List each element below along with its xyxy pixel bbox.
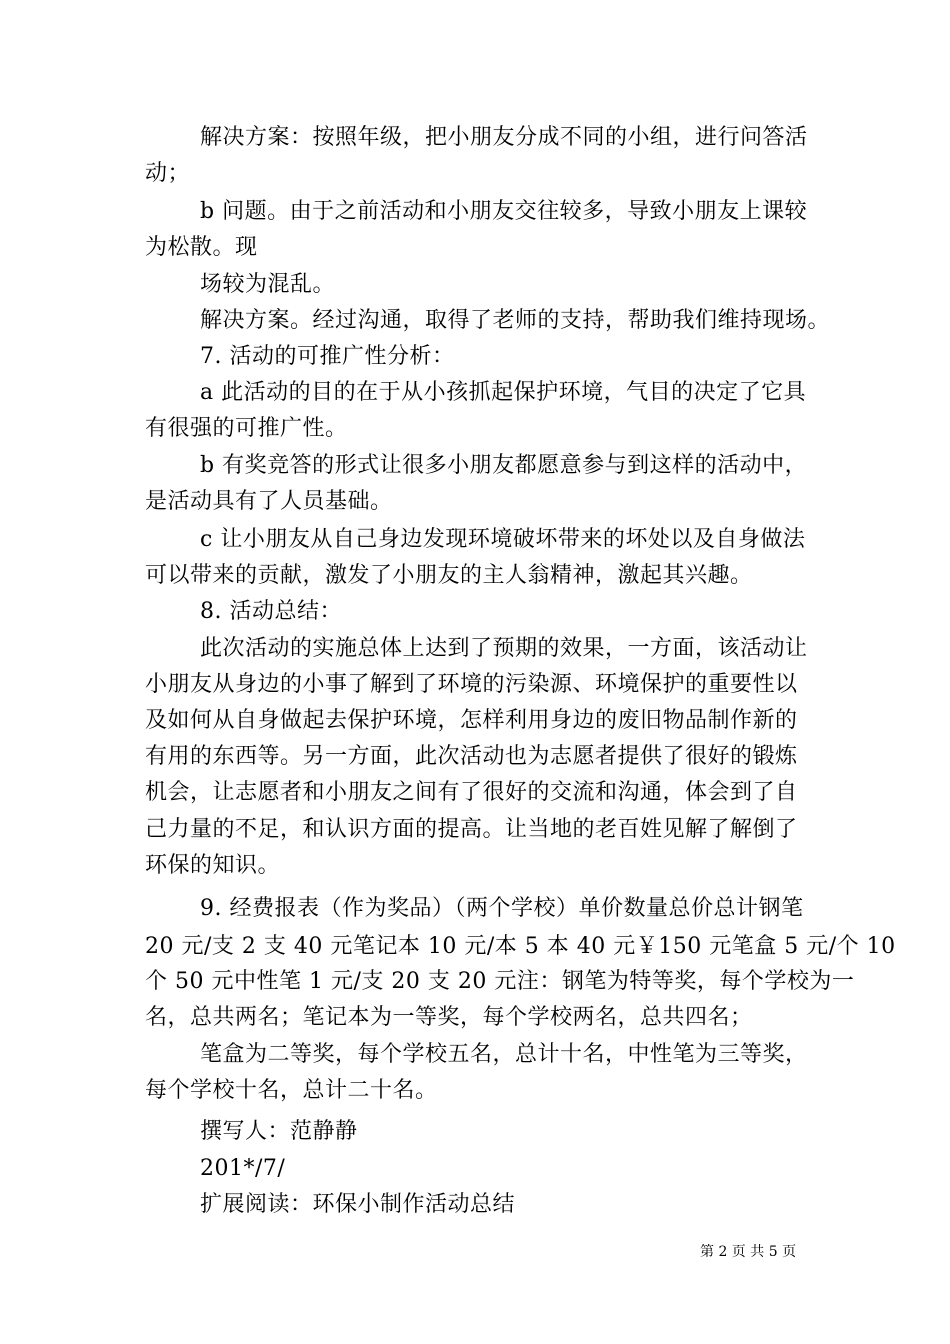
text-line: a 此活动的目的在于从小孩抓起保护环境，气目的决定了它具 <box>200 380 807 405</box>
text-line: 场较为混乱。 <box>200 272 336 297</box>
text-line: 机会，让志愿者和小朋友之间有了很好的交流和沟通，体会到了自 <box>145 780 798 805</box>
section-heading: 7. 活动的可推广性分析： <box>200 344 455 369</box>
text-line: 此次活动的实施总体上达到了预期的效果，一方面，该活动让 <box>200 636 808 661</box>
section-heading: 8. 活动总结： <box>200 599 342 624</box>
text-line: 动； <box>145 161 191 186</box>
author-line: 撰写人：范静静 <box>200 1119 358 1144</box>
page-number-footer: 第 2 页 共 5 页 <box>700 1244 797 1260</box>
text-line: 可以带来的贡献，激发了小朋友的主人翁精神，激起其兴趣。 <box>145 563 753 588</box>
text-line: 解决方案。经过沟通，取得了老师的支持，帮助我们维持现场。 <box>200 308 831 333</box>
text-line: 解决方案：按照年级，把小朋友分成不同的小组，进行问答活 <box>200 125 808 150</box>
extended-reading-title: 扩展阅读：环保小制作活动总结 <box>200 1192 516 1217</box>
text-line: 名，总共两名；笔记本为一等奖，每个学校两名，总共四名； <box>145 1005 753 1030</box>
text-line: 个 50 元中性笔 1 元/支 20 支 20 元注：钢笔为特等奖，每个学校为一 <box>145 969 855 994</box>
text-line: 笔盒为二等奖，每个学校五名，总计十名，中性笔为三等奖， <box>200 1042 808 1067</box>
section-heading: 9. 经费报表（作为奖品）（两个学校）单价数量总价总计钢笔 <box>200 896 804 921</box>
text-line: 20 元/支 2 支 40 元笔记本 10 元/本 5 本 40 元￥150 元笔盒 5 元/个 10 <box>145 934 896 959</box>
date-line: 201*/7/ <box>200 1156 286 1181</box>
text-line: 每个学校十名，总计二十名。 <box>145 1078 438 1103</box>
text-line: 小朋友从身边的小事了解到了环境的污染源、环境保护的重要性以 <box>145 672 798 697</box>
text-line: c 让小朋友从自己身边发现环境破坏带来的坏处以及自身做法 <box>200 527 806 552</box>
text-line: b 有奖竞答的形式让很多小朋友都愿意参与到这样的活动中， <box>200 453 808 478</box>
text-line: 有很强的可推广性。 <box>145 416 348 441</box>
text-line: b 问题。由于之前活动和小朋友交往较多，导致小朋友上课较 <box>200 199 808 224</box>
text-line: 环保的知识。 <box>145 853 281 878</box>
text-line: 有用的东西等。另一方面，此次活动也为志愿者提供了很好的锻炼 <box>145 744 798 769</box>
text-line: 为松散。现 <box>145 235 258 260</box>
text-line: 及如何从自身做起去保护环境，怎样利用身边的废旧物品制作新的 <box>145 708 798 733</box>
text-line: 己力量的不足，和认识方面的提高。让当地的老百姓见解了解倒了 <box>145 817 798 842</box>
text-line: 是活动具有了人员基础。 <box>145 489 393 514</box>
